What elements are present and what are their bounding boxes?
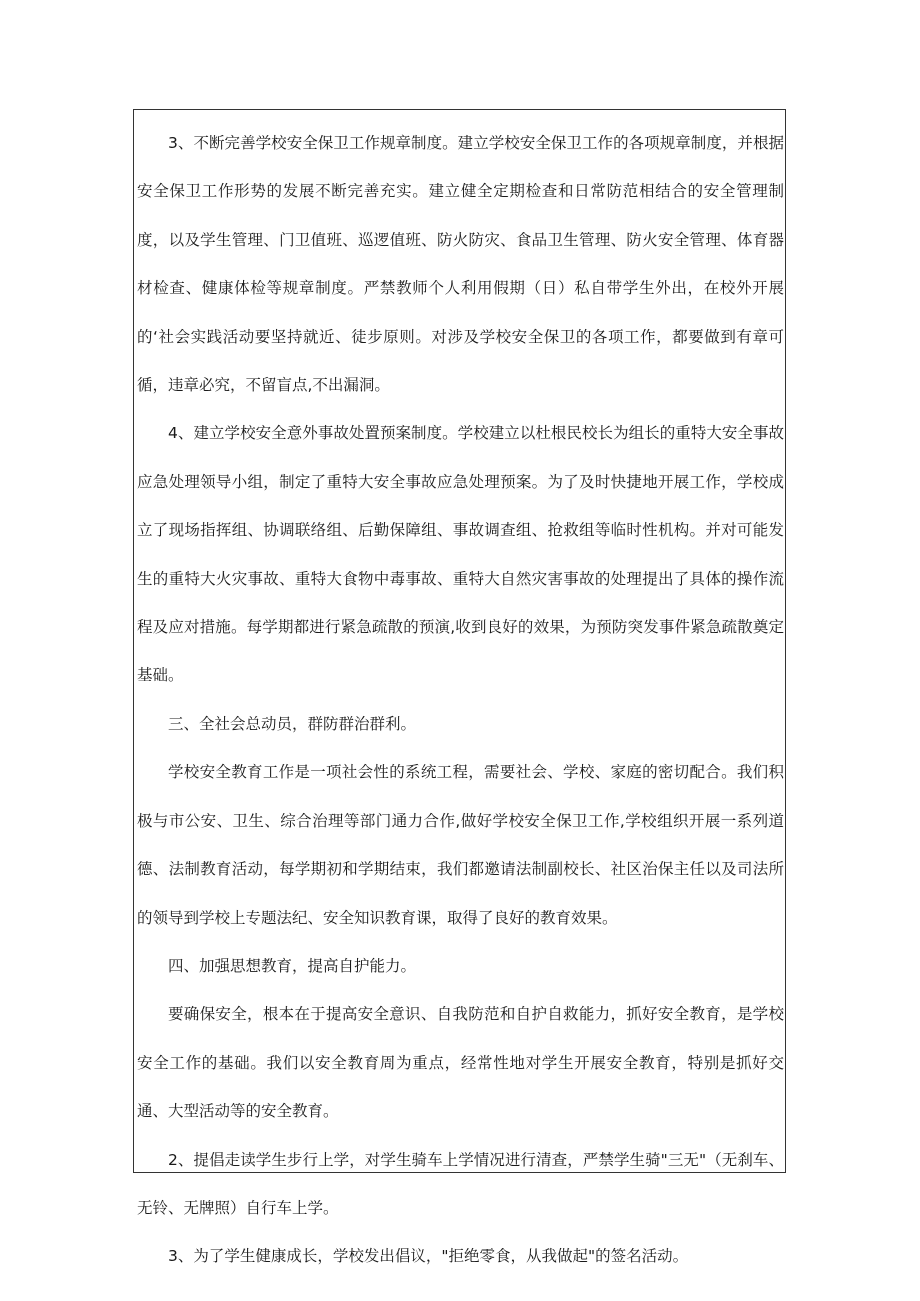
paragraph-social-cooperation: 学校安全教育工作是一项社会性的系统工程，需要社会、学校、家庭的密切配合。我们积极与市公安、卫生、综合治理等部门通力合作,做好学校安全保卫工作,学校组织开展一系列道德、法制教育活动，每学期初和学期结束，我们都邀请法制副校长、社区治保主任以及司法所的领导到学校上专题法纪、安全知识教育课，取得了良好的教育效果。: [137, 763, 784, 927]
paragraph-rules-system: 3、不断完善学校安全保卫工作规章制度。建立学校安全保卫工作的各项规章制度，并根据安全保卫工作形势的发展不断完善充实。建立健全定期检查和日常防范相结合的安全管理制度，以及学生管理、门卫值班、巡逻值班、防火防灾、食品卫生管理、防火安全管理、体育器材检查、健康体检等规章制度。严禁教师个人利用假期（日）私自带学生外出，在校外开展的‘社会实践活动要坚持就近、徒步原则。对涉及学校安全保卫的各项工作，都要做到有章可循，违章必究，不留盲点,不出漏洞。: [137, 134, 784, 395]
paragraph-no-snacks: 3、为了学生健康成长，学校发出倡议，"拒绝零食，从我做起"的签名活动。: [168, 1247, 689, 1266]
document-body: [137, 119, 784, 1281]
section-heading-4: 四、加强思想教育，提高自护能力。: [168, 956, 417, 975]
paragraph-safety-education: 要确保安全，根本在于提高安全意识、自我防范和自护自救能力，抓好安全教育，是学校安全工作的基础。我们以安全教育周为重点，经常性地对学生开展安全教育，特别是抓好交通、大型活动等的安全教育。: [137, 1005, 784, 1121]
paragraph-emergency-plan: 4、建立学校安全意外事故处置预案制度。学校建立以杜根民校长为组长的重特大安全事故应急处理领导小组，制定了重特大安全事故应急处理预案。为了及时快捷地开展工作，学校成立了现场指挥组、协调联络组、后勤保障组、事故调查组、抢救组等临时性机构。并对可能发生的重特大火灾事故、重特大食物中毒事故、重特大自然灾害事故的处理提出了具体的操作流程及应对措施。每学期都进行紧急疏散的预演,收到良好的效果，为预防突发事件紧急疏散奠定基础。: [137, 424, 784, 685]
section-heading-3: 三、全社会总动员，群防群治群利。: [168, 714, 417, 733]
paragraph-walking-to-school: 2、提倡走读学生步行上学，对学生骑车上学情况进行清查，严禁学生骑"三无"（无刹车、无铃、无牌照）自行车上学。: [137, 1150, 784, 1217]
